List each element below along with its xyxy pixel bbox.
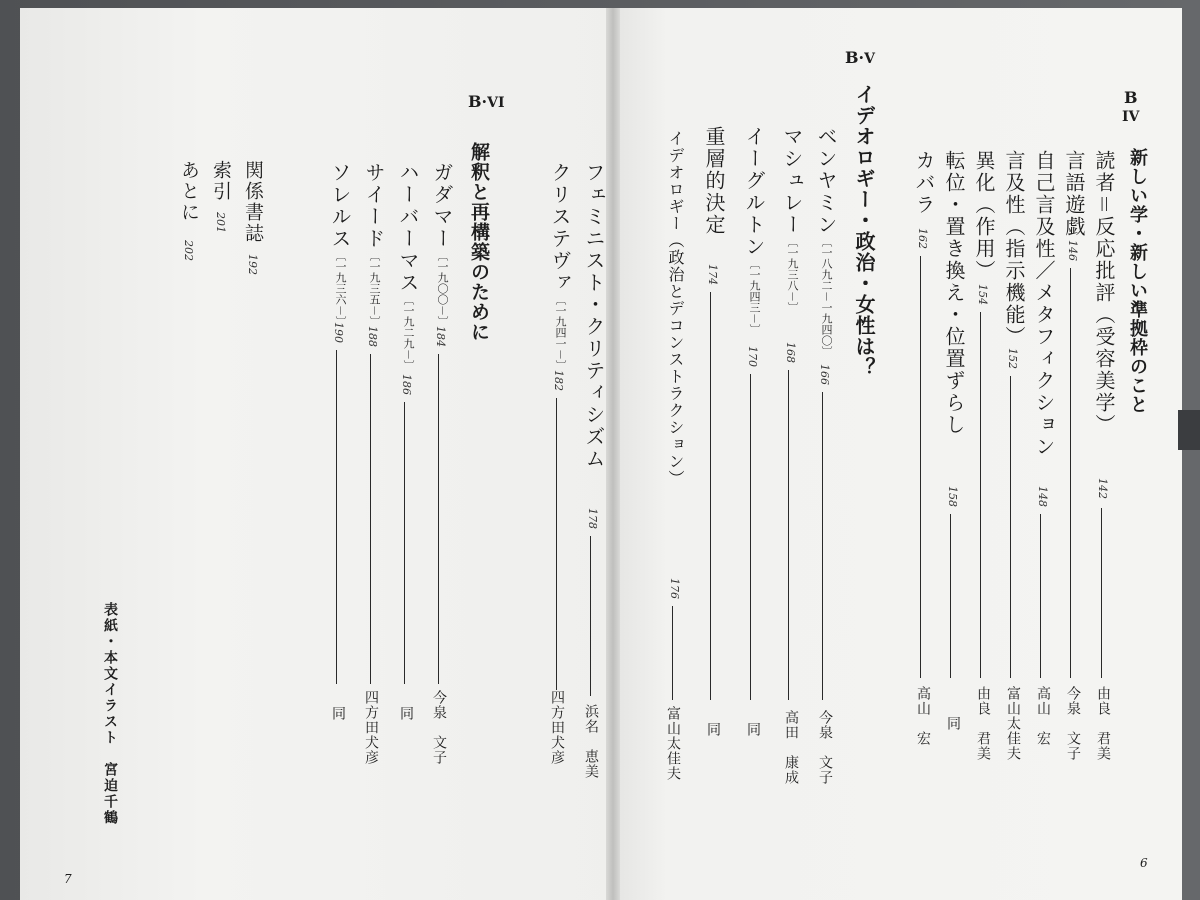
- toc-entry-name: ハーバーマス: [396, 162, 420, 294]
- section-letter: B: [845, 48, 859, 67]
- leader-line: [1101, 508, 1102, 678]
- toc-page-number: 188: [366, 326, 379, 347]
- toc-entry-title: フェミニスト・クリティシズム: [582, 162, 606, 470]
- toc-author: 同: [398, 706, 414, 721]
- toc-page-number: 148: [1036, 486, 1049, 507]
- toc-author: 富山太佳夫: [1005, 686, 1021, 761]
- leader-line: [1070, 268, 1071, 678]
- toc-author: 同: [705, 722, 721, 737]
- leader-line: [404, 402, 405, 684]
- leader-line: [336, 350, 337, 684]
- toc-entry-title: 重層的決定: [702, 126, 726, 236]
- section-letter: B: [1123, 88, 1138, 107]
- section-number: V: [864, 51, 875, 67]
- back-matter-title: あとに: [178, 160, 200, 223]
- toc-page-number: 186: [400, 374, 413, 395]
- back-matter-title: 関係書誌: [242, 160, 264, 244]
- toc-page-number: 174: [706, 264, 719, 285]
- toc-entry-name: マシュレー: [780, 126, 804, 236]
- toc-entry-title: カバラ: [912, 150, 936, 216]
- toc-entry-name: イーグルトン: [742, 126, 766, 258]
- toc-author: 同: [330, 706, 346, 721]
- toc-page-number: 166: [818, 364, 831, 385]
- toc-page-number: 182: [552, 370, 565, 391]
- back-matter-page: 202: [182, 240, 195, 261]
- section-bv5-heading: [845, 48, 875, 67]
- illustration-credit: 表紙・本文イラスト 宮迫千鶴: [102, 602, 118, 826]
- toc-entry-title: [812, 126, 841, 357]
- section-bv4-heading: [1122, 88, 1139, 125]
- toc-author: 今泉 文子: [431, 690, 447, 765]
- toc-entry-title: 自己言及性／メタフィクション: [1032, 150, 1056, 458]
- toc-entry-title: [428, 162, 457, 327]
- leader-line: [672, 606, 673, 700]
- toc-entry-name: ベンヤミン: [814, 126, 838, 236]
- section-dot: ·: [481, 92, 488, 111]
- back-matter-page: 192: [246, 254, 259, 275]
- toc-page-number: 152: [1006, 348, 1019, 369]
- toc-page-number: 176: [668, 578, 681, 599]
- toc-entry-title: 異化（作用）: [972, 150, 996, 282]
- leader-line: [370, 354, 371, 684]
- toc-page-number: 178: [586, 508, 599, 529]
- toc-entry-title: [360, 162, 389, 327]
- toc-page-number: 190: [332, 322, 345, 343]
- leader-line: [1010, 376, 1011, 678]
- toc-author: 同: [745, 722, 761, 737]
- toc-author: 由良 君美: [975, 686, 991, 761]
- toc-page-number: 158: [946, 486, 959, 507]
- toc-author: 高山 宏: [915, 686, 931, 746]
- section-bv6-title: 解釈と再構築のために: [468, 142, 490, 342]
- section-bv5-title: イデオロギー・政治・女性は？: [852, 84, 876, 378]
- right-page: [610, 8, 1182, 900]
- toc-entry-years: 〔一九四一－〕: [554, 294, 567, 371]
- toc-page-number: 146: [1066, 240, 1079, 261]
- toc-page-number: 142: [1096, 478, 1109, 499]
- toc-author: 浜名 恵美: [583, 704, 599, 779]
- toc-entry-title: 言及性（指示機能）: [1002, 150, 1026, 348]
- toc-entry-title: [740, 126, 769, 335]
- leader-line: [750, 374, 751, 700]
- toc-author: 高山 宏: [1035, 686, 1051, 746]
- toc-entry-years: 〔一九二九－〕: [402, 294, 415, 371]
- toc-author: 今泉 文子: [1065, 686, 1081, 761]
- toc-page-number: 162: [916, 228, 929, 249]
- toc-author: 由良 君美: [1095, 686, 1111, 761]
- leader-line: [556, 398, 557, 690]
- section-number: IV: [1122, 109, 1140, 125]
- back-matter-page: 201: [214, 212, 227, 233]
- toc-entry-title: 転位・置き換え・位置ずらし: [942, 150, 966, 436]
- toc-entry-title: [778, 126, 807, 313]
- toc-entry-years: 〔一九三八－〕: [786, 236, 799, 313]
- toc-author: 高田 康成: [783, 710, 799, 785]
- leader-line: [980, 312, 981, 678]
- toc-entry-years: 〔一八九二－一九四〇〕: [820, 236, 833, 357]
- section-dot: ·: [858, 48, 865, 67]
- toc-author: 四方田犬彦: [363, 690, 379, 765]
- leader-line: [710, 292, 711, 700]
- section-number: VI: [487, 95, 505, 111]
- toc-entry-title: [326, 162, 355, 327]
- toc-page-number: 170: [746, 346, 759, 367]
- toc-entry-title: 言語遊戯: [1062, 150, 1086, 238]
- section-bv4-title: 新しい学・新しい準拠枠のこと: [1127, 148, 1148, 414]
- toc-entry-title: 読者＝反応批評（受容美学）: [1092, 150, 1116, 436]
- toc-author: 今泉 文子: [817, 710, 833, 785]
- section-bv6-heading: [468, 92, 505, 111]
- toc-entry-title: イデオロギー（政治とデコンストラクション）: [666, 130, 685, 487]
- leader-line: [822, 392, 823, 700]
- toc-page-number: 184: [434, 326, 447, 347]
- toc-page-number: 154: [976, 284, 989, 305]
- leader-line: [788, 370, 789, 700]
- toc-entry-name: ガダマー: [430, 162, 454, 250]
- toc-entry-years: 〔一九四三－〕: [748, 258, 761, 335]
- page-number-right: 6: [1140, 856, 1148, 870]
- toc-entry-years: 〔一九三五－〕: [368, 250, 381, 327]
- edge-shadow: [1178, 410, 1200, 450]
- toc-entry-years: 〔一九〇〇－〕: [436, 250, 449, 327]
- toc-entry-name: ソレルス: [328, 162, 352, 250]
- toc-entry-name: クリステヴァ: [548, 162, 572, 294]
- leader-line: [1040, 514, 1041, 678]
- leader-line: [438, 354, 439, 684]
- toc-author: 四方田犬彦: [549, 690, 565, 765]
- leader-line: [920, 256, 921, 678]
- toc-entry-name: サイード: [362, 162, 386, 250]
- toc-author: 同: [945, 716, 961, 731]
- toc-page-number: 168: [784, 342, 797, 363]
- toc-author: 富山太佳夫: [665, 706, 681, 781]
- leader-line: [950, 514, 951, 678]
- toc-entry-years: 〔一九三六－〕: [334, 250, 347, 327]
- section-letter: B: [468, 92, 482, 111]
- leader-line: [590, 536, 591, 696]
- back-matter-title: 索引: [210, 160, 232, 202]
- toc-entry-title: [546, 162, 575, 371]
- toc-entry-title: [394, 162, 423, 371]
- page-number-left: 7: [64, 872, 72, 886]
